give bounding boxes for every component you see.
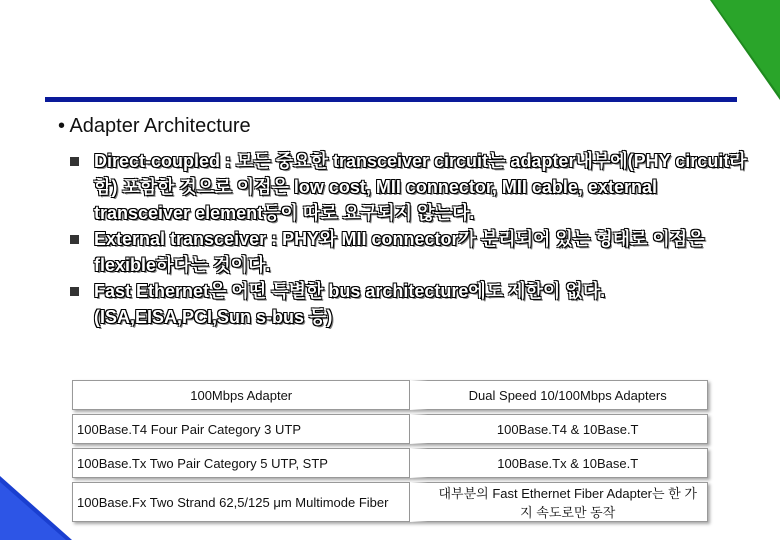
table-header-row xyxy=(72,380,708,410)
table-cell: 100Base.T4 & 10Base.T xyxy=(410,414,708,444)
table-cell: 100Base.Tx & 10Base.T xyxy=(410,448,708,478)
bullet-item: Direct-coupled : 모든 중요한 transceiver circuit는 adapter내부에(PHY circuit라함) 포함한 것으로 이점은 low cost, MII connector, MII cable, external transceiver element등이 따로 요구되지 않는다. xyxy=(68,148,748,226)
table-row xyxy=(72,414,708,444)
bullet-list xyxy=(68,148,748,330)
table-cell: 100Base.Fx Two Strand 62,5/125 μm Multimode Fiber xyxy=(72,482,410,522)
bullet-square-icon xyxy=(70,287,79,296)
adapter-table xyxy=(72,376,708,526)
bullet-item: External transceiver : PHY와 MII connector가 분리되어 있는 형태로 이점은 flexible하다는 것이다. xyxy=(68,226,748,278)
slide-heading: • Adapter Architecture xyxy=(58,115,251,137)
table-cell: 대부분의 Fast Ethernet Fiber Adapter는 한 가지 속도로만 동작 xyxy=(410,482,708,522)
bullet-square-icon xyxy=(70,157,79,166)
title-rule xyxy=(45,97,737,102)
table-row xyxy=(72,448,708,478)
table-cell: 100Base.Tx Two Pair Category 5 UTP, STP xyxy=(72,448,410,478)
corner-decoration-bottom-left xyxy=(0,476,72,540)
table-header-cell: Dual Speed 10/100Mbps Adapters xyxy=(410,380,708,410)
table-cell: 100Base.T4 Four Pair Category 3 UTP xyxy=(72,414,410,444)
corner-decoration-top-right xyxy=(710,0,780,100)
bullet-square-icon xyxy=(70,235,79,244)
table-header-cell: 100Mbps Adapter xyxy=(72,380,410,410)
table-row xyxy=(72,482,708,522)
bullet-item: Fast Ethernet은 어떤 특별한 bus architecture에도 제한이 없다. (ISA,EISA,PCI,Sun s-bus 등) xyxy=(68,278,748,330)
